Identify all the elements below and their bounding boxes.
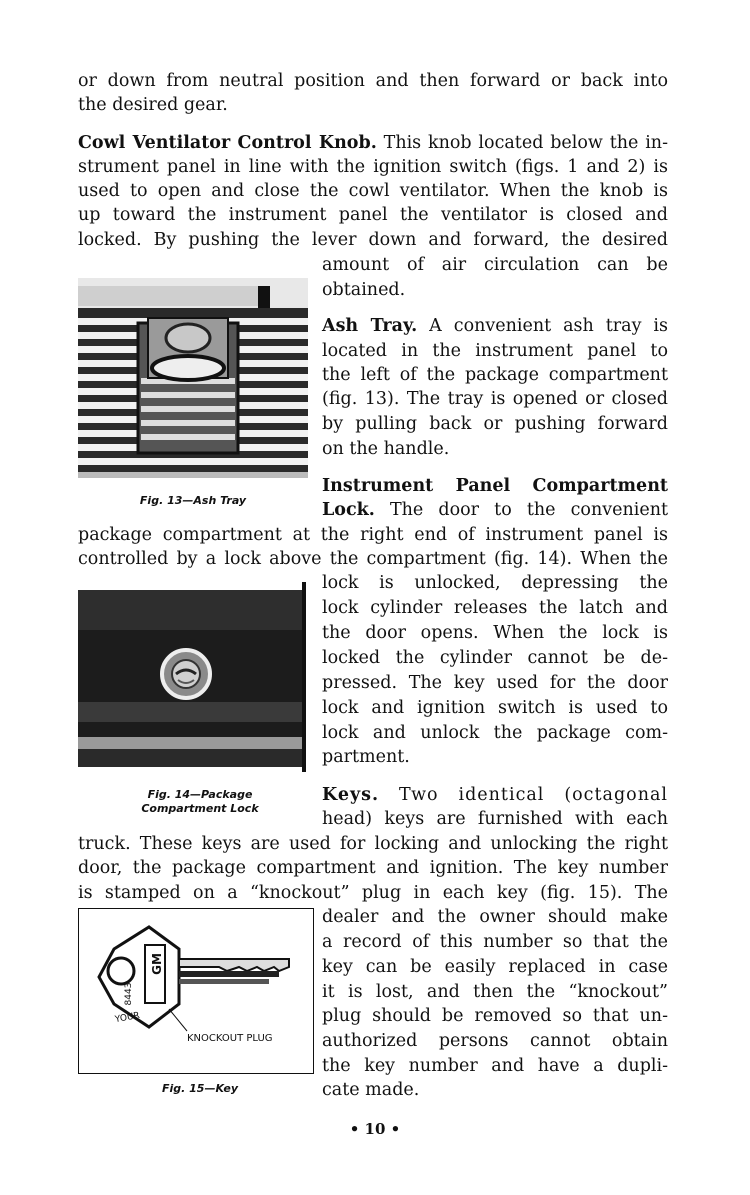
cowl-line-2: strument panel in line with the ignition switch (figs. 1 and 2) is [78,157,668,177]
keys-line-1-text: Two identical (octagonal [399,785,668,805]
keys-line-8: key can be easily replaced in case [322,957,668,977]
cowl-line-7: obtained. [322,280,406,300]
keys-line-10: plug should be removed so that un- [322,1006,668,1026]
compartment-line-11: lock and unlock the package com- [322,723,668,743]
fig14-caption-line-2: Compartment Lock [141,802,259,815]
compartment-heading-1: Instrument Panel Compartment [322,476,668,496]
key-stamp-number: 8443 [124,982,134,1006]
keys-line-5: is stamped on a “knockout” plug in each key (fig. 15). The [78,883,668,903]
ash-line-5: by pulling back or pushing forward [322,414,668,434]
keys-line-1 [322,783,668,807]
compartment-line-7: the door opens. When the lock is [322,623,668,643]
ash-tray-figure [78,278,308,478]
cowl-line-6: amount of air circulation can be [322,255,668,275]
cowl-line-3: used to open and close the cowl ventilator. When the knob is [78,181,668,201]
key-stamp-text: YOUR [114,1010,141,1026]
compartment-line-8: locked the cylinder cannot be de- [322,648,668,668]
compartment-line-3: package compartment at the right end of instrument panel is [78,525,668,545]
compartment-line-2 [322,498,668,522]
keys-line-11: authorized persons cannot obtain [322,1031,668,1051]
compartment-line-10: lock and ignition switch is used to [322,698,668,718]
keys-line-9: it is lost, and then the “knockout” [322,982,668,1002]
keys-line-2: head) keys are furnished with each [322,809,668,829]
key-figure [78,908,314,1074]
keys-line-6: dealer and the owner should make [322,907,668,927]
keys-heading: Keys. [322,785,380,805]
intro-line-1: or down from neutral position and then forward or back into [78,71,668,91]
fig15-caption: Fig. 15—Key [161,1082,239,1095]
compartment-lock-figure [78,582,306,772]
fig14-caption-line-1: Fig. 14—Package [147,788,253,801]
keys-line-3: truck. These keys are used for locking and unlocking the right [78,834,668,854]
ash-tray-image [78,278,308,478]
knockout-plug-label: KNOCKOUT PLUG [187,1033,273,1044]
compartment-heading-2: Lock. [322,500,375,520]
cowl-heading: Cowl Ventilator Control Knob. [78,133,377,153]
compartment-line-2-text: The door to the convenient [389,500,668,520]
ash-line-3: the left of the package compartment [322,365,668,385]
compartment-lock-image [78,582,306,772]
compartment-line-4: controlled by a lock above the compartment (fig. 14). When the [78,549,668,569]
intro-line-2: the desired gear. [78,95,228,115]
cowl-line-1-text: This knob located below the in- [383,133,668,153]
keys-line-12: the key number and have a dupli- [322,1056,668,1076]
keys-line-7: a record of this number so that the [322,932,668,952]
ash-line-1 [322,314,668,338]
key-stamp-brand: GM [150,953,164,975]
ash-line-4: (fig. 13). The tray is opened or closed [322,389,668,409]
ash-heading: Ash Tray. [322,316,418,336]
fig13-caption: Fig. 13—Ash Tray [139,494,247,507]
keys-line-4: door, the package compartment and ignition. The key number [78,858,668,878]
compartment-line-9: pressed. The key used for the door [322,673,668,693]
cowl-line-1 [78,131,668,155]
page-number: • 10 • [349,1120,401,1138]
compartment-line-6: lock cylinder releases the latch and [322,598,668,618]
cowl-line-4: up toward the instrument panel the ventilator is closed and [78,205,668,225]
key-image [79,909,312,1072]
cowl-line-5: locked. By pushing the lever down and forward, the desired [78,230,668,250]
ash-line-6: on the handle. [322,439,450,459]
ash-line-1-text: A convenient ash tray is [429,316,668,336]
fig14-caption [100,788,300,816]
ash-line-2: located in the instrument panel to [322,341,668,361]
keys-line-13: cate made. [322,1080,420,1100]
compartment-line-12: partment. [322,747,410,767]
compartment-line-5: lock is unlocked, depressing the [322,573,668,593]
